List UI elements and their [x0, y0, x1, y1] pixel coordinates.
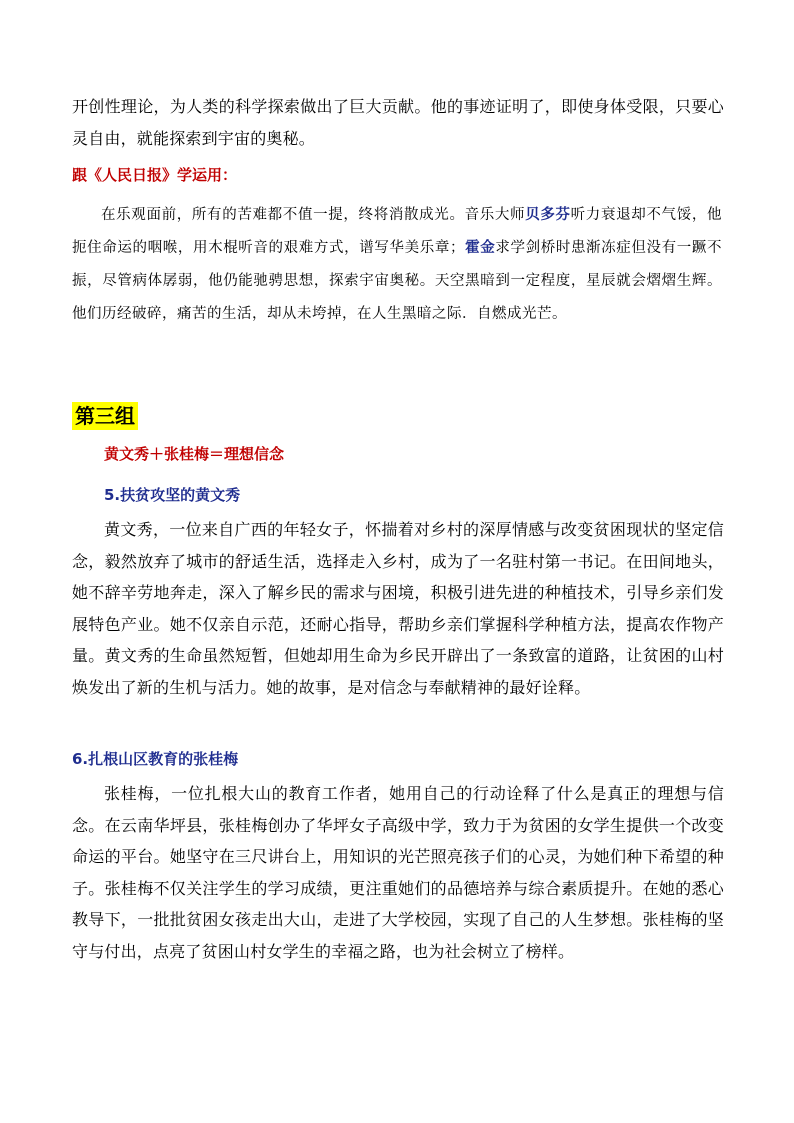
quote-part-3: 求学剑桥时患渐冻症但没有一蹶不振，尽管病体孱弱，他仍能驰骋思想，探索宇宙奥秘。天空黑暗到一定程度，星辰就会熠熠生辉。他们历经破碎，痛苦的生活，却从未垮掉，在人生黑暗之际．自燃成光芒。	[72, 240, 723, 322]
quote-part-2: 听力衰退却不气馁，他扼住命运的咽喉，用木棍听音的艰难方式，谱写华美乐章；	[72, 207, 723, 256]
hawking-highlight: 霍金	[464, 240, 496, 256]
intro-paragraph: 开创性理论，为人类的科学探索做出了巨大贡献。他的事迹证明了，即使身体受限，只要心灵自由，就能探索到宇宙的奥秘。	[72, 97, 724, 148]
quote-part-1: 在乐观面前，所有的苦难都不值一提，终将消散成光。音乐大师	[101, 207, 526, 223]
group-theme: 黄文秀＋张桂梅＝理想信念	[104, 445, 285, 463]
section-6-body: 张桂梅，一位扎根大山的教育工作者，她用自己的行动诠释了什么是真正的理想与信念。在云南华坪县，张桂梅创办了华坪女子高级中学，致力于为贫困的女学生提供一个改变命运的平台。她坚守在三尺讲台上，用知识的光芒照亮孩子们的心灵，为她们种下希望的种子。张桂梅不仅关注学生的学习成绩，更注重她们的品德培养与综合素质提升。在她的悉心教导下，一批批贫困女孩走出大山，走进了大学校园，实现了自己的人生梦想。张桂梅的坚守与付出，点亮了贫困山村女学生的幸福之路，也为社会树立了榜样。	[72, 784, 724, 961]
people-daily-quote	[72, 199, 722, 331]
beethoven-highlight: 贝多芬	[525, 207, 571, 223]
people-daily-label: 跟《人民日报》学运用：	[72, 166, 238, 184]
section-5-body: 黄文秀，一位来自广西的年轻女子，怀揣着对乡村的深厚情感与改变贫困现状的坚定信念，毅然放弃了城市的舒适生活，选择走入乡村，成为了一名驻村第一书记。在田间地头，她不辞辛劳地奔走，深入了解乡民的需求与困境，积极引进先进的种植技术，引导乡亲们发展特色产业。她不仅亲自示范，还耐心指导，帮助乡亲们掌握科学种植方法，提高农作物产量。黄文秀的生命虽然短暂，但她却用生命为乡民开辟出了一条致富的道路，让贫困的山村焕发出了新的生机与活力。她的故事，是对信念与奉献精神的最好诠释。	[72, 520, 724, 697]
group-title: 第三组	[72, 402, 138, 430]
section-5-heading: 5.扶贫攻坚的黄文秀	[104, 486, 241, 504]
section-6-heading: 6.扎根山区教育的张桂梅	[72, 750, 239, 768]
